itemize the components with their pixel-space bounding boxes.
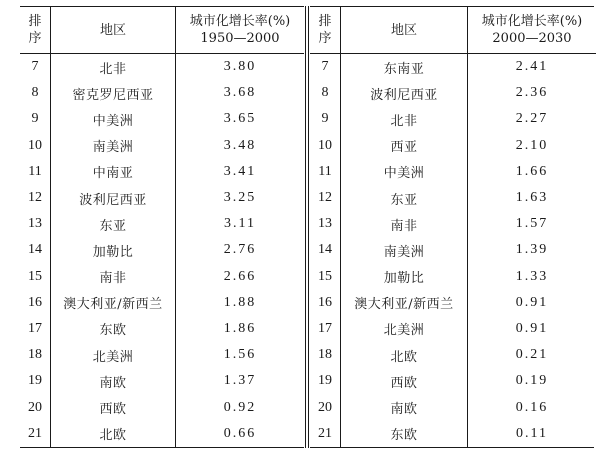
header-row bbox=[20, 7, 304, 54]
table-row bbox=[310, 421, 596, 447]
rank-cell: 20 bbox=[310, 394, 341, 420]
rate-cell: 1.39 bbox=[515, 242, 549, 258]
rank-cell: 15 bbox=[310, 264, 341, 290]
rate-cell: 2.41 bbox=[515, 59, 549, 75]
rate-cell: 1.56 bbox=[223, 347, 257, 363]
rate-header-period: 1950—2000 bbox=[200, 31, 280, 46]
table-row bbox=[20, 80, 304, 106]
region-cell: 西欧 bbox=[51, 394, 176, 420]
table-row bbox=[310, 133, 596, 159]
rank-cell: 16 bbox=[310, 290, 341, 316]
rate-cell: 0.91 bbox=[515, 294, 549, 310]
rate-cell: 1.37 bbox=[223, 373, 257, 389]
rank-cell: 21 bbox=[20, 421, 51, 447]
rank-header-line2: 序 bbox=[318, 31, 332, 46]
region-cell: 东欧 bbox=[341, 421, 468, 447]
table-row bbox=[20, 54, 304, 81]
rate-cell: 1.63 bbox=[515, 190, 549, 206]
region-cell: 北欧 bbox=[341, 342, 468, 368]
table-row bbox=[20, 159, 304, 185]
region-cell: 加勒比 bbox=[341, 264, 468, 290]
rank-cell: 7 bbox=[310, 54, 341, 81]
rank-cell: 14 bbox=[20, 237, 51, 263]
region-cell: 波利尼西亚 bbox=[51, 185, 176, 211]
table-row bbox=[310, 106, 596, 132]
table-row bbox=[20, 106, 304, 132]
rate-cell: 3.48 bbox=[223, 137, 257, 153]
rank-header-line1: 排 bbox=[318, 14, 332, 29]
region-cell: 南欧 bbox=[341, 394, 468, 420]
table-row bbox=[310, 290, 596, 316]
rate-cell: 2.27 bbox=[515, 111, 549, 127]
region-cell: 西亚 bbox=[341, 133, 468, 159]
table-row bbox=[20, 421, 304, 447]
rank-header-line2: 序 bbox=[28, 31, 42, 46]
rate-cell: 0.91 bbox=[515, 320, 549, 336]
header-row bbox=[310, 7, 596, 54]
region-cell: 南欧 bbox=[51, 368, 176, 394]
region-cell: 南非 bbox=[341, 211, 468, 237]
rank-cell: 18 bbox=[310, 342, 341, 368]
rate-cell: 2.66 bbox=[223, 268, 257, 284]
region-cell: 北非 bbox=[51, 54, 176, 81]
table-1950-2000 bbox=[20, 7, 304, 447]
rate-header bbox=[176, 7, 305, 54]
rate-cell: 0.66 bbox=[223, 425, 257, 441]
table-body bbox=[20, 54, 304, 447]
rank-cell: 17 bbox=[310, 316, 341, 342]
region-cell: 东南亚 bbox=[341, 54, 468, 81]
rate-cell: 2.36 bbox=[515, 85, 549, 101]
table-row bbox=[20, 290, 304, 316]
rank-header bbox=[20, 7, 51, 54]
region-cell: 澳大利亚/新西兰 bbox=[341, 290, 468, 316]
region-cell: 中美洲 bbox=[51, 106, 176, 132]
region-cell: 西欧 bbox=[341, 368, 468, 394]
rank-cell: 14 bbox=[310, 237, 341, 263]
region-cell: 密克罗尼西亚 bbox=[51, 80, 176, 106]
rate-header-label: 城市化增长率(%) bbox=[481, 14, 583, 29]
table-row bbox=[310, 237, 596, 263]
rate-cell: 2.76 bbox=[223, 242, 257, 258]
table-row bbox=[310, 316, 596, 342]
rank-cell: 17 bbox=[20, 316, 51, 342]
table-row bbox=[310, 342, 596, 368]
rate-cell: 0.11 bbox=[516, 425, 548, 441]
rank-cell: 9 bbox=[20, 106, 51, 132]
rank-cell: 15 bbox=[20, 264, 51, 290]
region-cell: 波利尼西亚 bbox=[341, 80, 468, 106]
rate-cell: 2.10 bbox=[515, 137, 549, 153]
rate-cell: 3.25 bbox=[223, 190, 257, 206]
table-row bbox=[310, 80, 596, 106]
rate-cell: 3.80 bbox=[223, 59, 257, 75]
region-header: 地区 bbox=[341, 7, 468, 54]
region-cell: 北美洲 bbox=[341, 316, 468, 342]
rate-cell: 3.65 bbox=[223, 111, 257, 127]
rate-cell: 1.57 bbox=[515, 216, 549, 232]
table-row bbox=[20, 185, 304, 211]
rank-cell: 20 bbox=[20, 394, 51, 420]
region-cell: 加勒比 bbox=[51, 237, 176, 263]
table-row bbox=[310, 368, 596, 394]
rank-cell: 21 bbox=[310, 421, 341, 447]
region-cell: 南美洲 bbox=[51, 133, 176, 159]
rate-cell: 0.92 bbox=[223, 399, 257, 415]
region-cell: 南美洲 bbox=[341, 237, 468, 263]
table-row bbox=[310, 264, 596, 290]
rate-header bbox=[468, 7, 597, 54]
rank-cell: 11 bbox=[310, 159, 341, 185]
rank-cell: 19 bbox=[310, 368, 341, 394]
table-row bbox=[20, 394, 304, 420]
rank-cell: 10 bbox=[20, 133, 51, 159]
table-row bbox=[310, 394, 596, 420]
region-cell: 中美洲 bbox=[341, 159, 468, 185]
rate-cell: 0.19 bbox=[515, 373, 549, 389]
table-row bbox=[20, 316, 304, 342]
region-cell: 东亚 bbox=[341, 185, 468, 211]
region-cell: 澳大利亚/新西兰 bbox=[51, 290, 176, 316]
table-row bbox=[20, 342, 304, 368]
table-row bbox=[20, 264, 304, 290]
rate-cell: 1.66 bbox=[515, 163, 549, 179]
rank-cell: 16 bbox=[20, 290, 51, 316]
table-row bbox=[310, 185, 596, 211]
table-left-half bbox=[20, 6, 304, 448]
rank-cell: 13 bbox=[20, 211, 51, 237]
table-2000-2030 bbox=[310, 7, 596, 447]
rate-header-period: 2000—2030 bbox=[492, 31, 572, 46]
table-row bbox=[310, 54, 596, 81]
region-cell: 东亚 bbox=[51, 211, 176, 237]
rank-cell: 10 bbox=[310, 133, 341, 159]
rank-cell: 12 bbox=[310, 185, 341, 211]
rate-cell: 3.11 bbox=[224, 216, 256, 232]
table-body bbox=[310, 54, 596, 447]
rank-cell: 11 bbox=[20, 159, 51, 185]
table-row bbox=[20, 133, 304, 159]
region-cell: 东欧 bbox=[51, 316, 176, 342]
rate-cell: 1.86 bbox=[223, 320, 257, 336]
rate-cell: 3.68 bbox=[223, 85, 257, 101]
urbanization-growth-table bbox=[20, 6, 594, 448]
rank-header-line1: 排 bbox=[28, 14, 42, 29]
rank-cell: 19 bbox=[20, 368, 51, 394]
rank-cell: 12 bbox=[20, 185, 51, 211]
table-row bbox=[310, 211, 596, 237]
rank-cell: 7 bbox=[20, 54, 51, 81]
rank-header bbox=[310, 7, 341, 54]
rate-cell: 1.33 bbox=[515, 268, 549, 284]
region-cell: 北美洲 bbox=[51, 342, 176, 368]
region-cell: 南非 bbox=[51, 264, 176, 290]
rank-cell: 8 bbox=[310, 80, 341, 106]
region-cell: 北非 bbox=[341, 106, 468, 132]
rank-cell: 9 bbox=[310, 106, 341, 132]
table-row bbox=[20, 237, 304, 263]
rate-header-label: 城市化增长率(%) bbox=[189, 14, 291, 29]
rank-cell: 8 bbox=[20, 80, 51, 106]
rate-cell: 3.41 bbox=[223, 163, 257, 179]
rate-cell: 1.88 bbox=[223, 294, 257, 310]
region-cell: 中南亚 bbox=[51, 159, 176, 185]
table-row bbox=[20, 211, 304, 237]
double-rule-divider bbox=[304, 6, 310, 448]
rank-cell: 13 bbox=[310, 211, 341, 237]
rate-cell: 0.21 bbox=[515, 347, 549, 363]
table-row bbox=[310, 159, 596, 185]
rate-cell: 0.16 bbox=[515, 399, 549, 415]
region-header: 地区 bbox=[51, 7, 176, 54]
table-row bbox=[20, 368, 304, 394]
rank-cell: 18 bbox=[20, 342, 51, 368]
table-right-half bbox=[310, 6, 594, 448]
region-cell: 北欧 bbox=[51, 421, 176, 447]
